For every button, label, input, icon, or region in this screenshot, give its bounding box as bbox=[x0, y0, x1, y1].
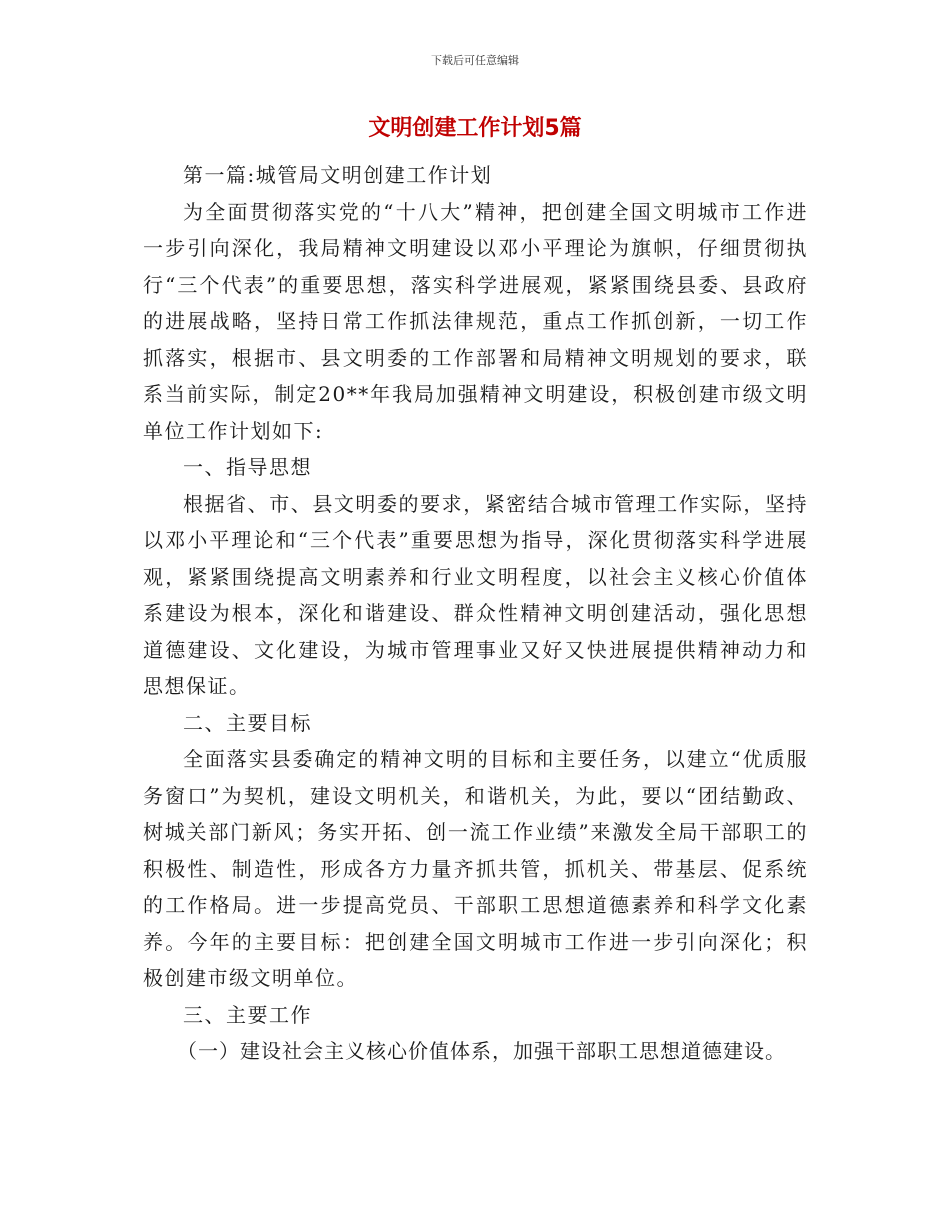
document-body bbox=[143, 157, 808, 1070]
paragraph-guiding-ideology: 根据省、市、县文明委的要求，紧密结合城市管理工作实际，坚持以邓小平理论和“三个代表”重要思想为指导，深化贯彻落实科学进展观，紧紧围绕提高文明素养和行业文明程度，以社会主义核心价值体系建设为根本，深化和谐建设、群众性精神文明创建活动，强化思想道德建设、文化建设，为城市管理事业又好又快进展提供精神动力和思想保证。 bbox=[143, 491, 808, 698]
section-title: 第一篇:城管局文明创建工作计划 bbox=[183, 163, 493, 187]
subheading-core-values: （一）建设社会主义核心价值体系，加强干部职工思想道德建设。 bbox=[177, 1039, 786, 1063]
heading-main-goals: 二、主要目标 bbox=[183, 710, 312, 735]
heading-main-work: 三、主要工作 bbox=[183, 1002, 312, 1027]
heading-guiding-ideology: 一、指导思想 bbox=[183, 455, 312, 479]
intro-paragraph: 为全面贯彻落实党的“十八大”精神，把创建全国文明城市工作进一步引向深化，我局精神文明建设以邓小平理论为旗帜，仔细贯彻执行“三个代表”的重要思想，落实科学进展观，紧紧围绕县委、县政府的进展战略，坚持日常工作抓法律规范，重点工作抓创新，一切工作抓落实，根据市、县文明委的工作部署和局精神文明规划的要求，联系当前实际，制定20**年我局加强精神文明建设，积极创建市级文明单位工作计划如下: bbox=[143, 199, 808, 443]
page-header-note: 下载后可任意编辑 bbox=[431, 54, 519, 67]
document-title: 文明创建工作计划5篇 bbox=[368, 116, 582, 141]
paragraph-main-goals: 全面落实县委确定的精神文明的目标和主要任务，以建立“优质服务窗口”为契机，建设文明机关，和谐机关，为此，要以“团结勤政、树城关部门新风；务实开拓、创一流工作业绩”来激发全局干部职工的积极性、制造性，形成各方力量齐抓共管，抓机关、带基层、促系统的工作格局。进一步提高党员、干部职工思想道德素养和科学文化素养。今年的主要目标：把创建全国文明城市工作进一步引向深化；积极创建市级文明单位。 bbox=[143, 747, 808, 990]
